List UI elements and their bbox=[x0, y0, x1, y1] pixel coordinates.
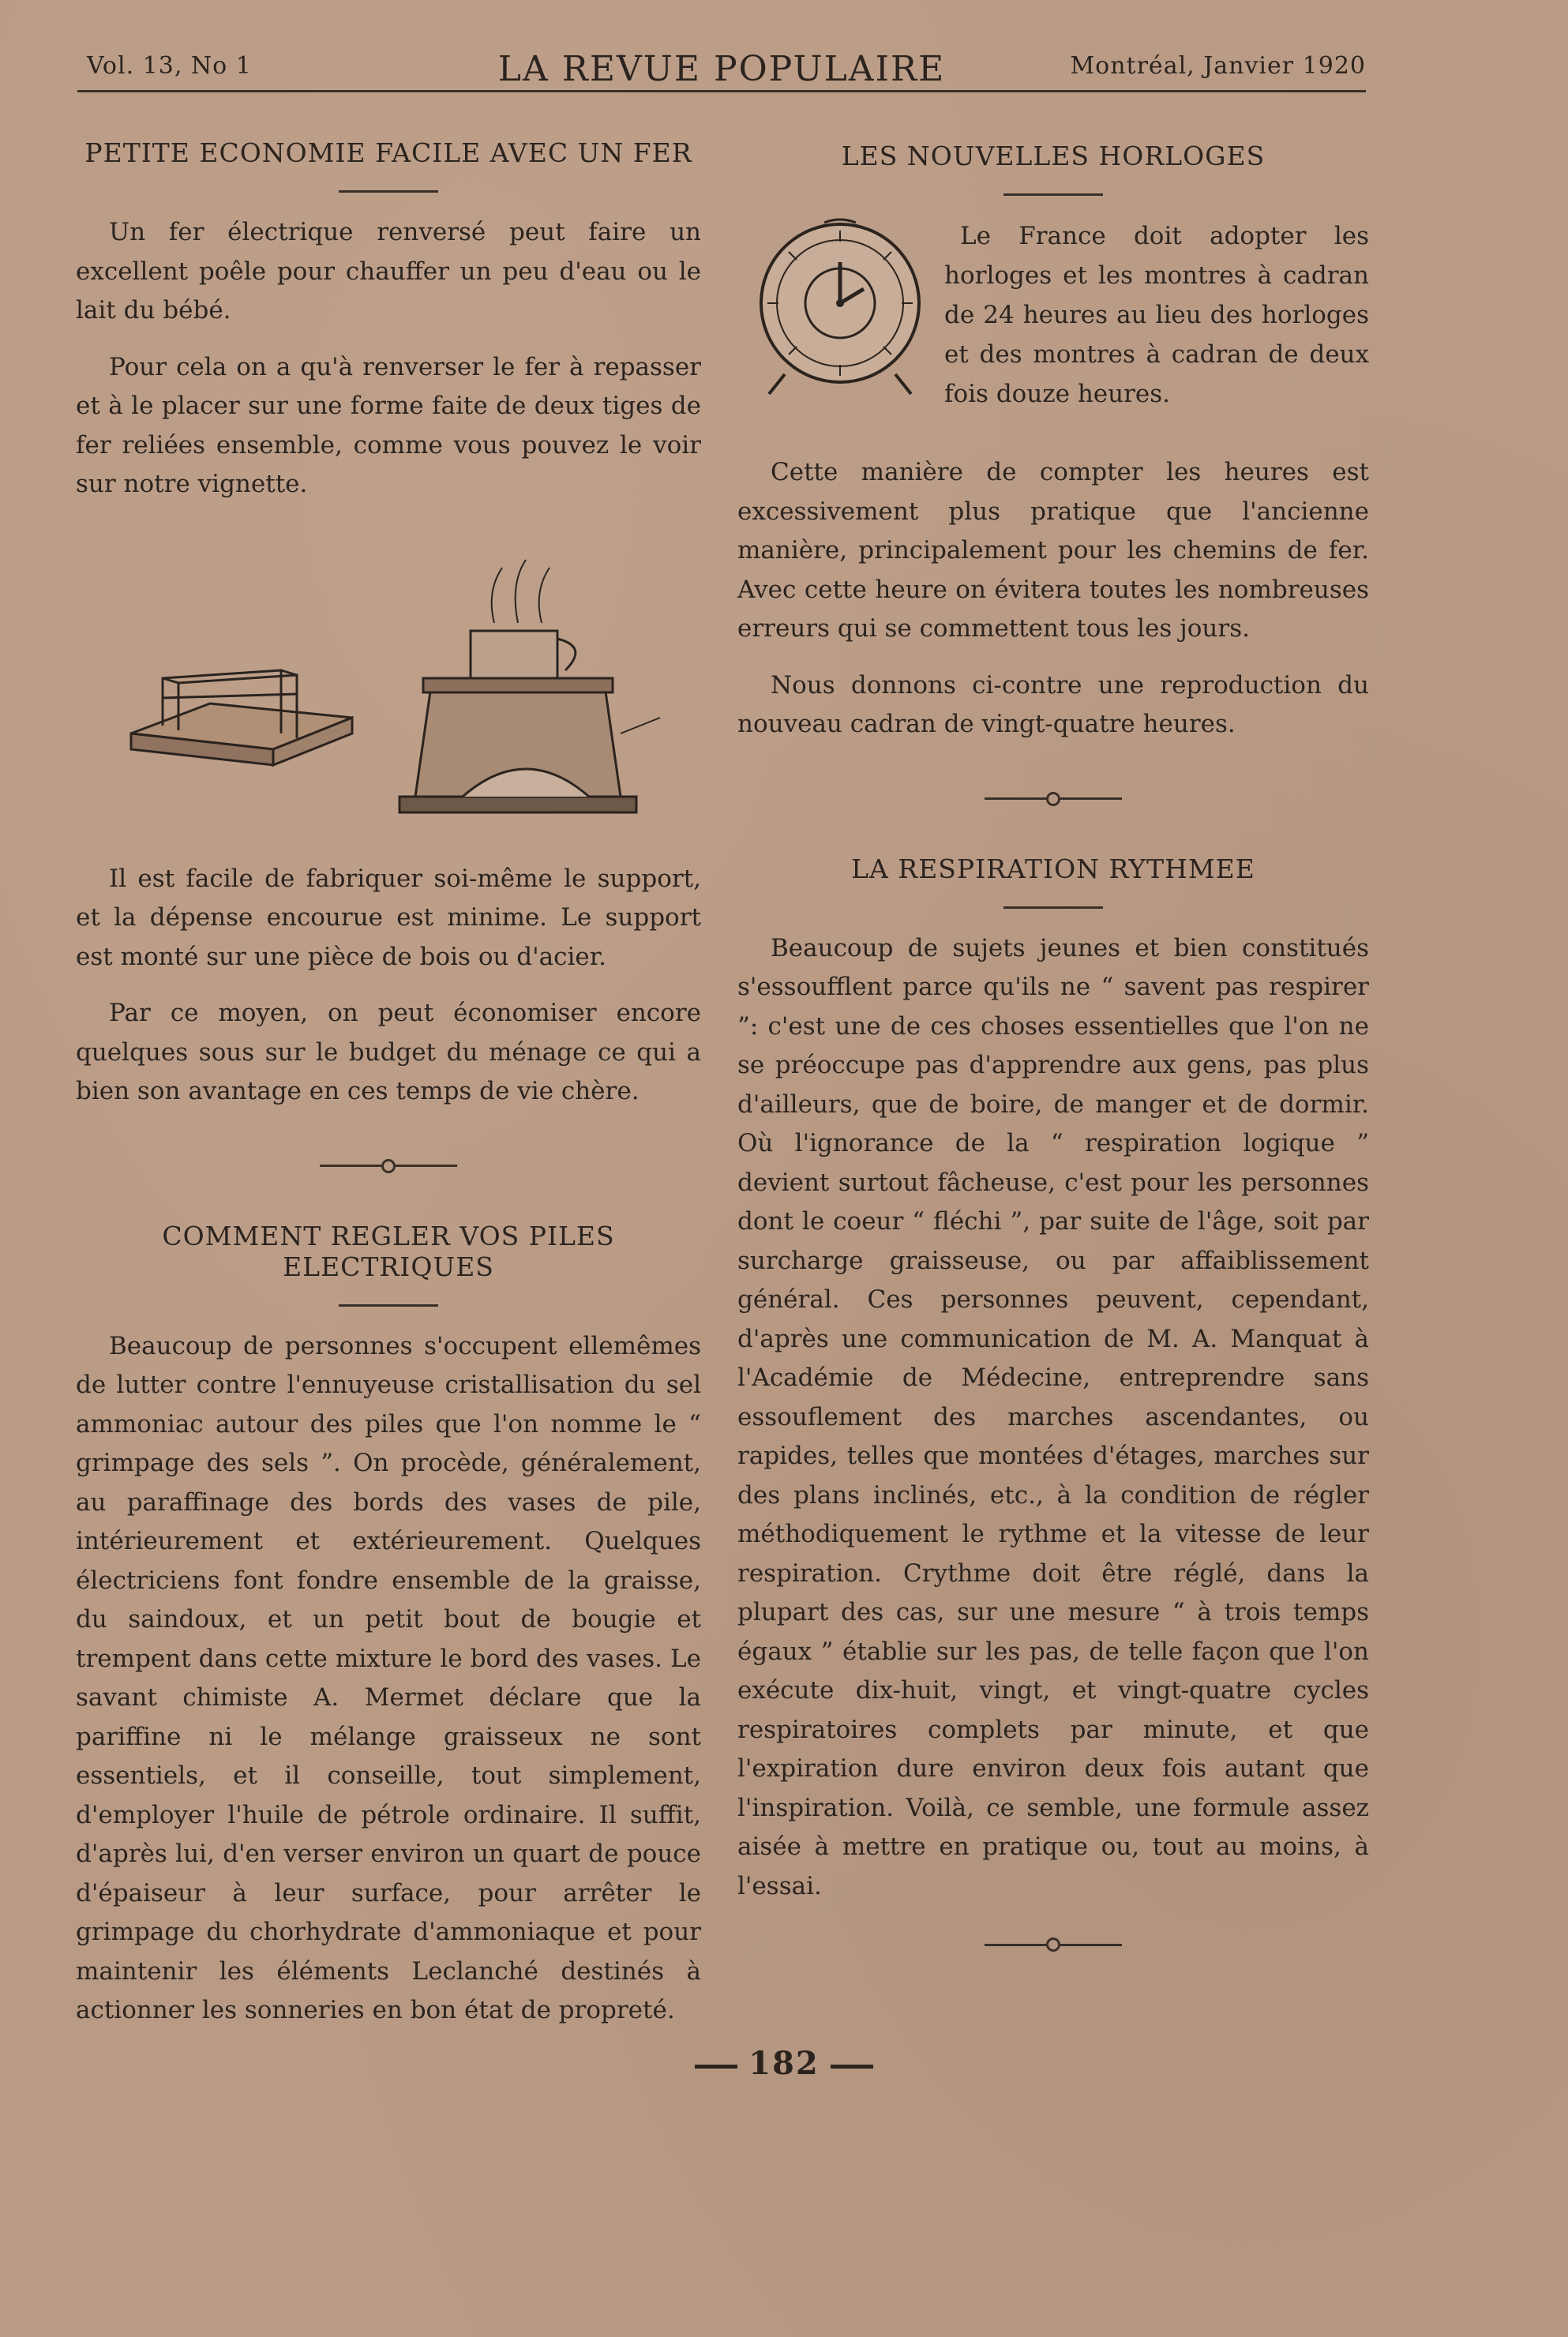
article-title: PETITE ECONOMIE FACILE AVEC UN FER bbox=[84, 137, 692, 168]
paragraph: Beaucoup de sujets jeunes et bien constitués s'essoufflent parce qu'ils ne “ savent pas respirer ”: c'est une de ces choses essentielles que l'on ne se préoccupe pas d'apprendre aux gens, pas plus d'ailleurs, que de boire, de manger et de dormir. Où l'ignorance de la “ respiration logique ” devient surtout fâcheuse, c'est pour les personnes dont le coeur “ fléchi ”, par suite de l'âge, soit par surcharge graisseuse, ou par affaiblissement général. Ces personnes peuvent, cependant, d'après une communication de M. A. Manquat à l'Académie de Médecine, entreprendre sans essouflement des marches ascendantes, ou rapides, telles que montées d'étages, marches sur des plans inclinés, etc., à la condition de régler méthodiquement le rythme et la vitesse de leur respiration. Crythme doit être réglé, dans la plupart des cas, sur une mesure “ à trois temps égaux ” établie sur les pas, de telle façon que l'on exécute dix-huit, vingt, et vingt-quatre cycles respiratoires complets par minute, et que l'expiration dure environ deux fois autant que l'inspiration. Voilà, ce semble, une formule assez aisée à mettre en pratique ou, tout au moins, à l'essai. bbox=[737, 933, 1369, 1900]
article-new-clocks bbox=[737, 141, 1369, 745]
page-number-text: 182 bbox=[748, 2045, 820, 2082]
article-rhythmic-breathing bbox=[737, 853, 1369, 1907]
article-iron-economy bbox=[76, 137, 701, 1112]
iron-stove-illustration bbox=[76, 536, 701, 860]
article-title: COMMENT REGLER VOS PILES ELECTRIQUES bbox=[162, 1220, 615, 1282]
paragraph: Il est facile de fabriquer soi-même le support, et la dépense encourue est minime. Le support est monté sur une pièce de bois ou d'acier. bbox=[76, 864, 701, 971]
iron-stand-drawing bbox=[115, 536, 684, 844]
place-date: Montréal, Janvier 1920 bbox=[1070, 52, 1366, 80]
volume-number: Vol. 13, No 1 bbox=[87, 52, 252, 80]
paragraph: Cette manière de compter les heures est excessivement plus pratique que l'ancienne manière, principalement pour les chemins de fer. Avec cette heure on évitera toutes les nombreuses erreurs qui se commettent tous les jours. bbox=[737, 458, 1369, 643]
publication-title: LA REVUE POPULAIRE bbox=[497, 49, 946, 89]
paragraph: Beaucoup de personnes s'occupent ellemêmes de lutter contre l'ennuyeuse cristallisation du sel ammoniac autour des piles que l'on nomme le “ grimpage des sels ”. On procède, généralement, au paraffinage des bords des vases de pile, intérieurement et extérieurement. Quelques électriciens font fondre ensemble de la graisse, du saindoux, et un petit bout de bougie et trempent dans cette mixture le bord des vases. Le savant chimiste A. Mermet déclare que la pariffine ni le mélange graisseux ne sont essentiels, et il conseille, tout simplement, d'employer l'huile de pétrole ordinaire. Il suffit, d'après lui, d'en verser environ un quart de pouce d'épaiseur à leur surface, pour arrêter le grimpage du chorhydrate d'ammoniaque et pour maintenir les éléments Leclanché destinés à actionner les sonneries en bon état de propreté. bbox=[76, 1331, 701, 2024]
title-rule bbox=[339, 190, 438, 193]
title-rule bbox=[1003, 906, 1103, 909]
right-column bbox=[737, 111, 1369, 1999]
paragraph: Par ce moyen, on peut économiser encore quelques sous sur le budget du ménage ce qui a bien son avantage en ces temps de vie chère. bbox=[76, 999, 701, 1105]
24-hour-clock-icon bbox=[745, 216, 935, 406]
page-header bbox=[77, 49, 1366, 92]
page-number bbox=[0, 2045, 1568, 2082]
clock-intro-text: Le France doit adopter les horloges et les montres à cadran de 24 heures au lieu des horloges et des montres à cadran de deux fois douze heures. bbox=[944, 222, 1369, 408]
left-column bbox=[76, 111, 701, 2048]
title-rule bbox=[339, 1304, 438, 1307]
article-title: LA RESPIRATION RYTHMEE bbox=[851, 853, 1255, 884]
clock-intro bbox=[737, 216, 1369, 453]
paragraph: Pour cela on a qu'à renverser le fer à repasser et à le placer sur une forme faite de deux tiges de fer reliées ensemble, comme vous pouvez le voir sur notre vignette. bbox=[76, 352, 701, 498]
paragraph: Un fer électrique renversé peut faire un excellent poêle pour chauffer un peu d'eau ou le lait du bébé. bbox=[76, 218, 701, 324]
separator bbox=[76, 1159, 701, 1173]
article-title: LES NOUVELLES HORLOGES bbox=[841, 141, 1266, 171]
separator bbox=[737, 1937, 1369, 1952]
separator bbox=[737, 792, 1369, 806]
article-electric-cells bbox=[76, 1221, 701, 2031]
title-rule bbox=[1003, 193, 1103, 196]
paragraph: Nous donnons ci-contre une reproduction du nouveau cadran de vingt-quatre heures. bbox=[737, 670, 1369, 738]
